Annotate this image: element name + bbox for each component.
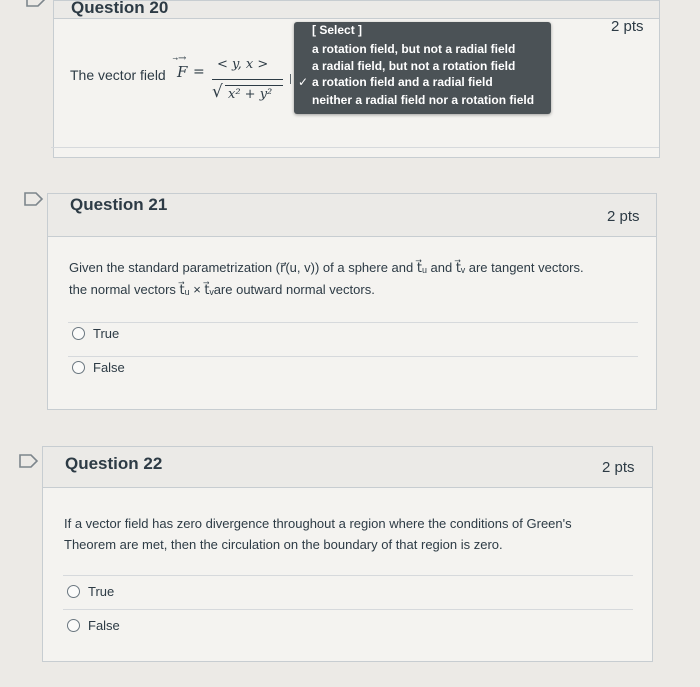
answer-dropdown-menu[interactable] [294,22,551,114]
question-21-text-line-2: the normal vectors t⃗ᵤ × t⃗ᵥare outward normal vectors. [69,282,375,297]
radio-false[interactable] [72,361,85,374]
question-22-flag-icon[interactable] [19,454,39,468]
dropdown-option-rotation-not-radial[interactable]: a rotation field, but not a radial field [312,42,516,56]
question-21-text-line-1: Given the standard parametrization (r⃗(u, v)) of a sphere and t⃗ᵤ and t⃗ᵥ are tangent vectors. [69,260,584,275]
equals-sign: = [193,64,205,80]
question-20-prompt [70,65,166,86]
sqrt-sign: √ [212,82,223,102]
radio-true[interactable] [72,327,85,340]
question-21-answer-divider [68,356,638,357]
question-22-card [42,446,653,662]
question-22-answer-divider-top [63,575,633,576]
check-icon: ✓ [298,75,309,89]
sqrt-overline [225,85,283,86]
question-22-answer-divider [63,609,633,610]
question-20-flag-icon[interactable] [26,0,46,7]
dropdown-cursor-marker [290,74,291,84]
radio-false[interactable] [67,619,80,632]
fraction-numerator: < y, x > [217,57,269,72]
question-20-divider [51,147,659,148]
dropdown-option-rotation-and-radial[interactable]: a rotation field and a radial field [312,75,493,89]
question-20-points: 2 pts [611,18,644,35]
answer-false-label: False [93,360,125,375]
question-22-text-line-2: Theorem are met, then the circulation on the boundary of that region is zero. [64,537,503,552]
question-21-points: 2 pts [607,208,640,225]
answer-false-label: False [88,618,120,633]
question-22-answer-true[interactable] [67,584,114,599]
question-21-title: Question 21 [70,195,168,214]
vector-f-letter: F [177,63,188,81]
question-22-text-line-1: If a vector field has zero divergence throughout a region where the conditions of Green's [64,516,572,531]
dropdown-option-neither[interactable]: neither a radial field nor a rotation field [312,93,535,107]
question-21-answer-true[interactable] [72,326,119,341]
question-21-card [47,193,657,410]
dropdown-placeholder[interactable]: [ Select ] [312,23,363,37]
question-21-flag-icon[interactable] [24,192,44,206]
question-20-prompt-text: The vector field [70,67,166,83]
question-22-title: Question 22 [65,454,163,473]
radio-true[interactable] [67,585,80,598]
answer-true-label: True [88,584,115,599]
question-22-header [43,447,652,488]
question-20-title: Question 20 [71,0,169,17]
fraction-bar [212,79,283,80]
question-21-header [48,194,656,237]
fraction-denominator: x² + y² [228,87,273,102]
answer-true-label: True [93,326,120,341]
question-21-answer-divider-top [68,322,638,323]
question-20-header [54,1,659,19]
dropdown-option-radial-not-rotation[interactable]: a radial field, but not a rotation field [312,59,516,73]
question-21-answer-false[interactable] [72,360,125,375]
question-22-points: 2 pts [602,459,635,476]
question-22-answer-false[interactable] [67,618,120,633]
vector-f-symbol: → F [177,53,188,81]
